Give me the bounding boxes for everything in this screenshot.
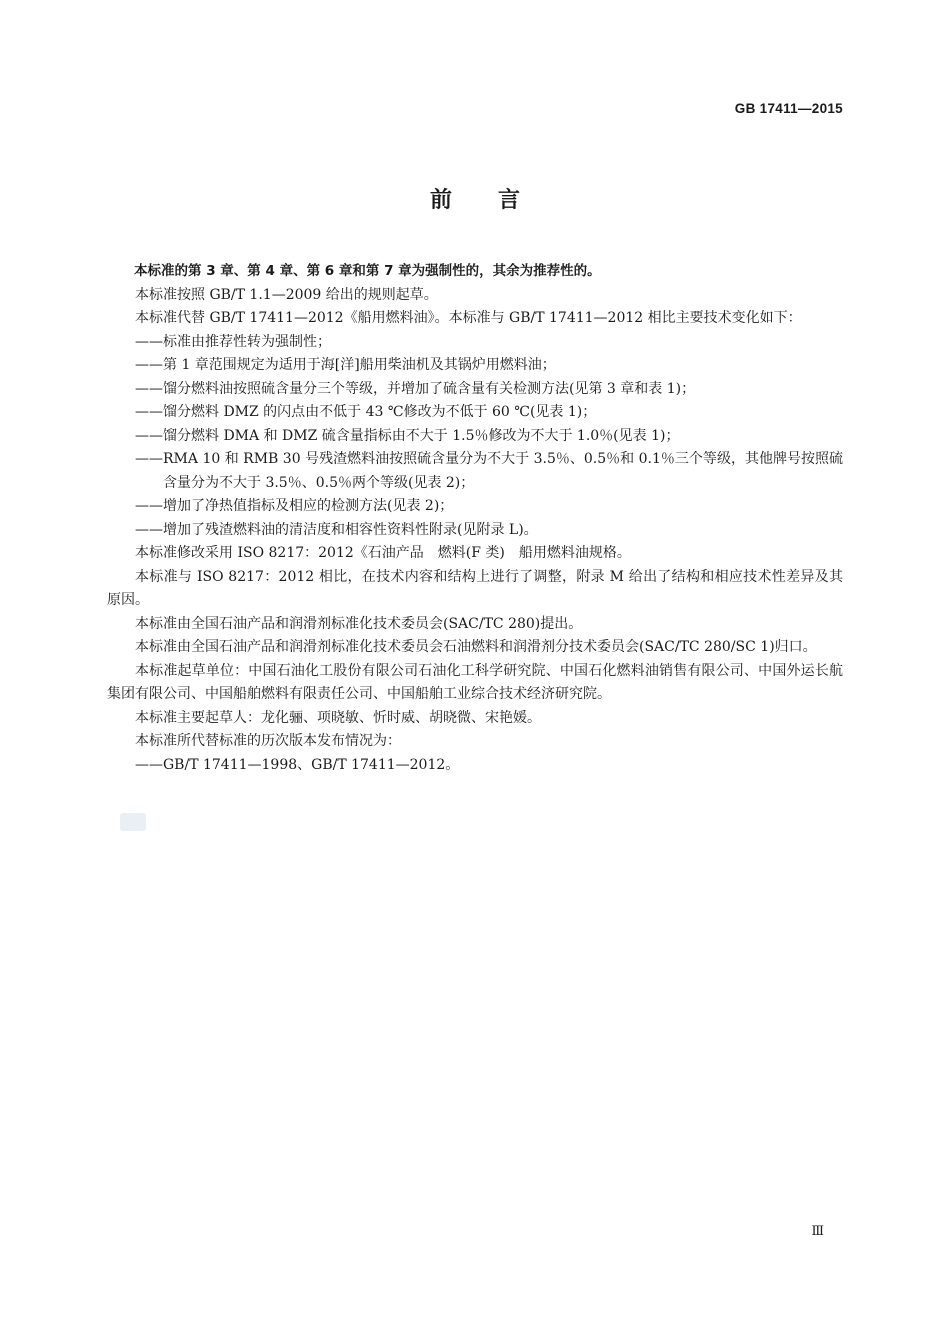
foreword-body — [107, 260, 843, 777]
change-item: ——第 1 章范围规定为适用于海[洋]船用柴油机及其锅炉用燃料油； — [135, 357, 556, 373]
standard-code: GB 17411—2015 — [734, 101, 843, 116]
paragraph-mandatory-clause: 本标准的第 3 章、第 4 章、第 6 章和第 7 章为强制性的，其余为推荐性的。 — [134, 263, 601, 279]
page-number: Ⅲ — [811, 1224, 824, 1239]
title-char-1: 前 — [429, 188, 452, 213]
watermark-stamp — [120, 813, 146, 831]
change-item: ——增加了净热值指标及相应的检测方法(见表 2)； — [135, 498, 454, 514]
paragraph-previous-editions: 本标准所代替标准的历次版本发布情况为： — [135, 733, 401, 749]
change-item: ——增加了残渣燃料油的清洁度和相容性资料性附录(见附录 L)。 — [135, 521, 538, 538]
paragraph-proposed-by: 本标准由全国石油产品和润滑剂标准化技术委员会(SAC/TC 280)提出。 — [135, 615, 583, 632]
paragraph-iso-differences: 本标准与 ISO 8217：2012 相比，在技术内容和结构上进行了调整，附录 M 给出了结构和相应技术性差异及其原因。 — [107, 568, 843, 608]
previous-edition-item: ——GB/T 17411—1998、GB/T 17411—2012。 — [135, 756, 460, 773]
paragraph-under-jurisdiction: 本标准由全国石油产品和润滑剂标准化技术委员会石油燃料和润滑剂分技术委员会(SAC/TC 280/SC 1)归口。 — [135, 639, 817, 655]
change-item: ——标准由推荐性转为强制性； — [135, 333, 331, 350]
title-char-2: 言 — [498, 188, 521, 213]
change-item: ——馏分燃料 DMZ 的闪点由不低于 43 ℃修改为不低于 60 ℃(见表 1)； — [135, 404, 597, 420]
paragraph-drafting-rules: 本标准按照 GB/T 1.1—2009 给出的规则起草。 — [135, 286, 438, 303]
paragraph-replaces: 本标准代替 GB/T 17411—2012《船用燃料油》。本标准与 GB/T 17411—2012 相比主要技术变化如下： — [135, 310, 802, 326]
page-title — [0, 183, 950, 214]
change-item: ——馏分燃料 DMA 和 DMZ 硫含量指标由不大于 1.5％修改为不大于 1.0％(见表 1)； — [135, 427, 680, 444]
change-item: ——RMA 10 和 RMB 30 号残渣燃料油按照硫含量分为不大于 3.5％、0.5％和 0.1％三个等级，其他牌号按照硫含量分为不大于 3.5％、0.5％两个等级(见表 2)； — [135, 451, 843, 491]
paragraph-drafters: 本标准主要起草人：龙化骊、项晓敏、忻时威、胡晓微、宋艳媛。 — [135, 709, 541, 726]
paragraph-iso-adoption: 本标准修改采用 ISO 8217：2012《石油产品 燃料(F 类) 船用燃料油规格。 — [135, 545, 631, 561]
paragraph-drafting-units: 本标准起草单位：中国石油化工股份有限公司石油化工科学研究院、中国石化燃料油销售有限公司、中国外运长航集团有限公司、中国船舶燃料有限责任公司、中国船舶工业综合技术经济研究院。 — [107, 662, 843, 702]
change-item: ——馏分燃料油按照硫含量分三个等级，并增加了硫含量有关检测方法(见第 3 章和表 1)； — [135, 380, 696, 397]
